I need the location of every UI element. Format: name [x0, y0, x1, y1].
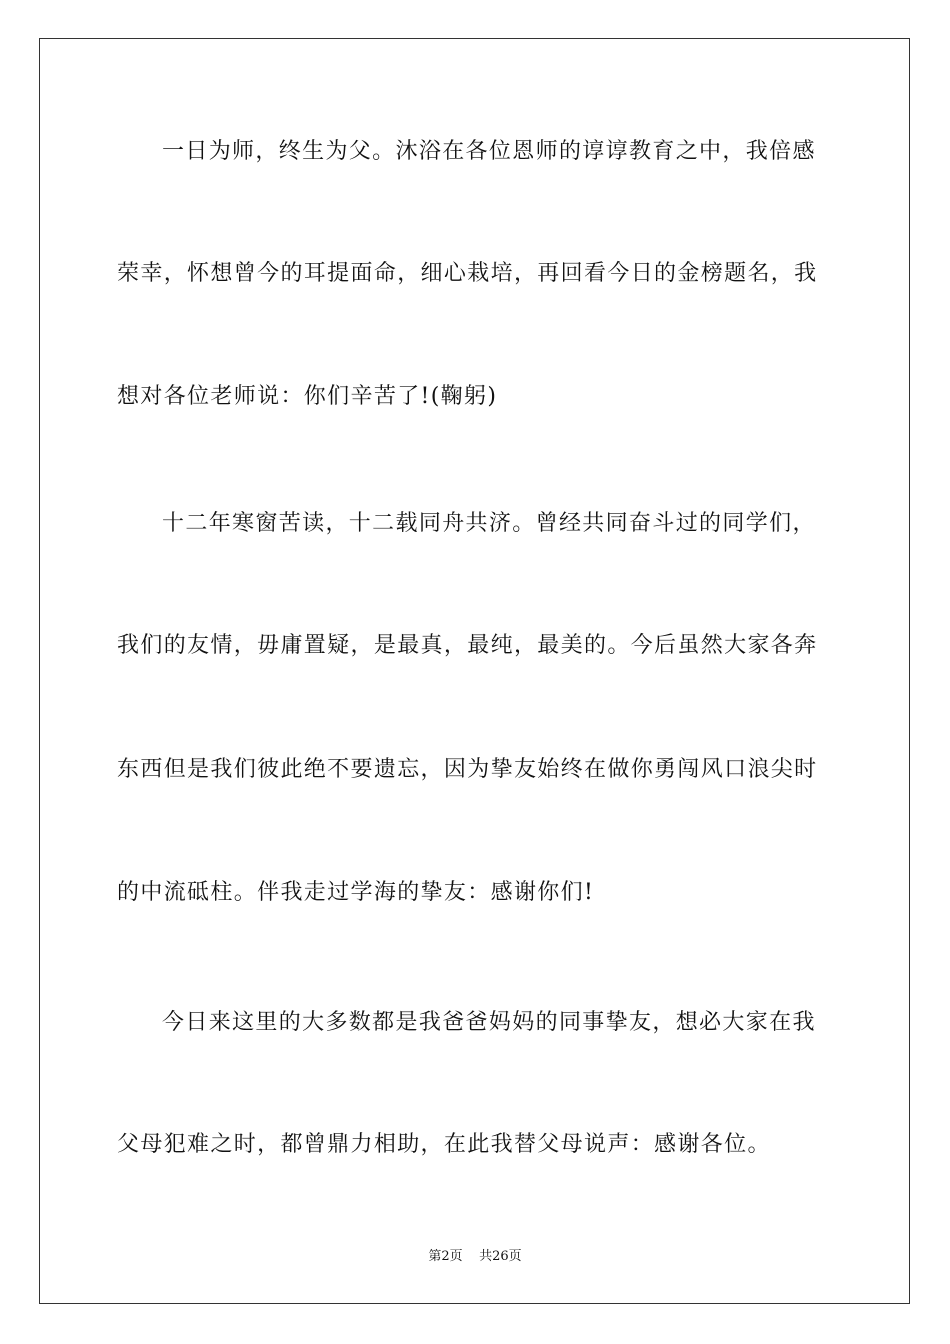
paragraph-3-line-2: 父母犯难之时，都曾鼎力相助，在此我替父母说声：感谢各位。 — [117, 1132, 771, 1157]
paragraph-1-line-1: 一日为师，终生为父。沐浴在各位恩师的谆谆教育之中，我倍感 — [162, 139, 816, 164]
page-total: 共26页 — [479, 1249, 522, 1264]
paragraph-1-line-3: 想对各位老师说：你们辛苦了!(鞠躬) — [117, 384, 498, 409]
paragraph-2-line-3: 东西但是我们彼此绝不要遗忘，因为挚友始终在做你勇闯风口浪尖时 — [117, 757, 818, 782]
page-border — [39, 38, 910, 1304]
paragraph-2-line-2: 我们的友情，毋庸置疑，是最真，最纯，最美的。今后虽然大家各奔 — [117, 633, 818, 658]
page-number: 第2页 — [428, 1249, 463, 1264]
paragraph-2-line-4: 的中流砥柱。伴我走过学海的挚友：感谢你们! — [117, 880, 595, 905]
paragraph-2-line-1: 十二年寒窗苦读，十二载同舟共济。曾经共同奋斗过的同学们， — [162, 511, 816, 536]
page-footer — [0, 1248, 950, 1266]
paragraph-3-line-1: 今日来这里的大多数都是我爸爸妈妈的同事挚友，想必大家在我 — [162, 1010, 816, 1035]
paragraph-1-line-2: 荣幸，怀想曾今的耳提面命，细心栽培，再回看今日的金榜题名，我 — [117, 261, 818, 286]
